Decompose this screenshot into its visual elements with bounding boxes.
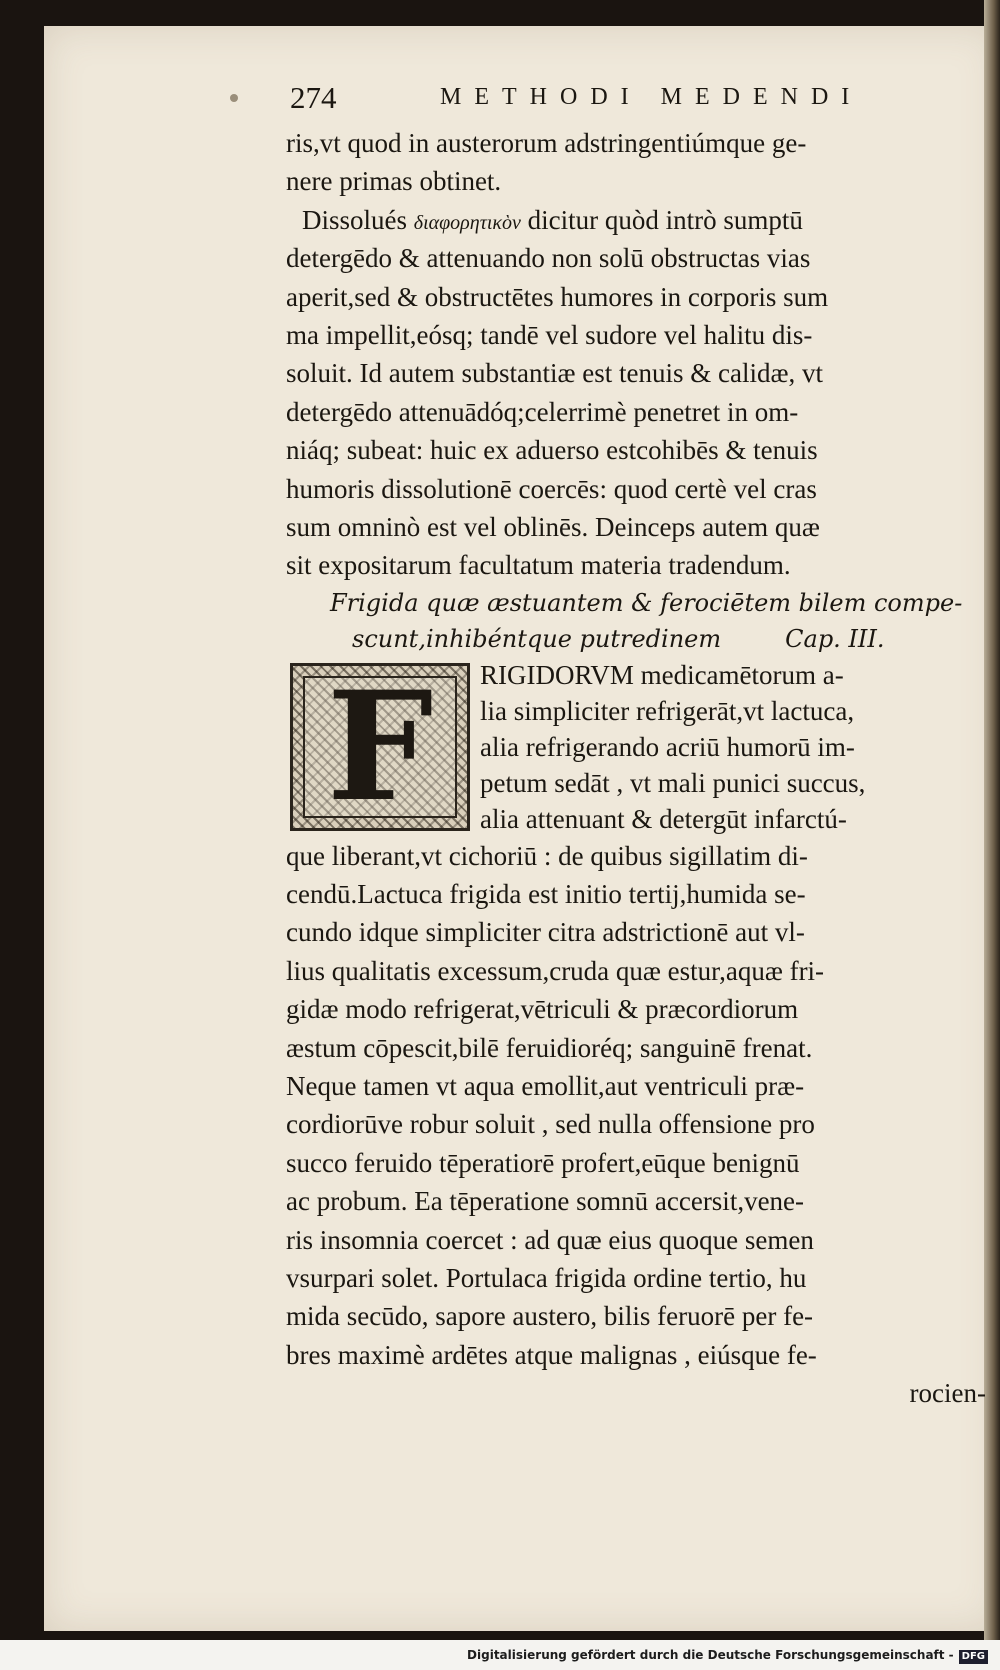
paragraph-first-line-end: dicitur quòd intrò sumptū xyxy=(527,204,803,235)
chapter-heading-line-2 xyxy=(286,621,986,657)
text-line: petum sedāt , vt mali punici succus, xyxy=(480,767,866,798)
initial-block xyxy=(286,657,986,837)
text-line: æstum cōpescit,bilē feruidioréq; sanguinē frenat. xyxy=(286,1032,813,1063)
text-line: niáq; subeat: huic ex aduerso estcohibēs & tenuis xyxy=(286,435,818,466)
chapter-number: Cap. III. xyxy=(785,624,885,653)
greek-term: διαφορητικὸν xyxy=(413,211,521,234)
text-line: ac probum. Ea tēperatione somnū accersit,vene- xyxy=(286,1186,805,1217)
text-line: sit expositarum facultatum materia tradendum. xyxy=(286,550,791,581)
paragraph-first-line xyxy=(286,201,986,239)
text-line: alia refrigerando acriū humorū im- xyxy=(480,731,855,762)
digitization-footer xyxy=(0,1648,988,1670)
text-line: humoris dissolutionē coercēs: quod certè vel cras xyxy=(286,473,817,504)
text-line: detergēdo attenuādóq;celerrimè penetret in om- xyxy=(286,396,799,427)
text-line: succo feruido tēperatiorē profert,eūque benignū xyxy=(286,1147,800,1178)
text-line: cundo idque simpliciter citra adstrictionē aut vl- xyxy=(286,917,805,948)
chapter-heading-text: scunt,inhibéntque putredinem xyxy=(352,624,722,653)
woodcut-initial xyxy=(290,658,470,835)
text-line: cordiorūve robur soluit , sed nulla offensione pro xyxy=(286,1109,815,1140)
text-line: sum omninò est vel oblinēs. Deinceps autem quæ xyxy=(286,511,820,542)
page-header xyxy=(290,80,980,124)
text-line: RIGIDORVM medicamētorum a- xyxy=(480,659,844,690)
text-line: lia simpliciter refrigerāt,vt lactuca, xyxy=(480,695,855,726)
text-beside-initial xyxy=(480,657,990,837)
text-line: detergēdo & attenuando non solū obstructas vias xyxy=(286,243,811,274)
text-line: nere primas obtinet. xyxy=(286,166,502,197)
text-line: vsurpari solet. Portulaca frigida ordine tertio, hu xyxy=(286,1262,807,1293)
catchword: rocien- xyxy=(909,1378,986,1409)
dfg-logo: DFG xyxy=(959,1650,988,1664)
text-line: ris insomnia coercet : ad quæ eius quoque semen xyxy=(286,1224,814,1255)
text-line: soluit. Id autem substantiæ est tenuis & calidæ, vt xyxy=(286,358,823,389)
text-line: alia attenuant & detergūt infarctú- xyxy=(480,803,847,834)
text-line: aperit,sed & obstructētes humores in corporis sum xyxy=(286,281,829,312)
text-line: ma impellit,eósq; tandē vel sudore vel halitu dis- xyxy=(286,319,813,350)
chapter-heading-line-1: Frigida quæ æstuantem & ferociētem bilem compe- xyxy=(330,588,963,617)
text-line: bres maximè ardētes atque malignas , eiúsque fe- xyxy=(286,1339,817,1370)
text-line: lius qualitatis excessum,cruda quæ estur,aquæ fri- xyxy=(286,955,825,986)
page-number: 274 xyxy=(290,80,337,115)
text-line: ris,vt quod in austerorum adstringentiúmque ge- xyxy=(286,128,807,158)
ink-mark xyxy=(230,94,238,102)
text-line: cendū.Lactuca frigida est initio tertij,humida se- xyxy=(286,879,806,910)
text-line: Neque tamen vt aqua emollit,aut ventriculi præ- xyxy=(286,1071,805,1102)
running-title: METHODI MEDENDI xyxy=(440,84,863,110)
text-line: gidæ modo refrigerat,vētriculi & præcordiorum xyxy=(286,994,799,1025)
text-line: mida secūdo, sapore austero, bilis feruorē per fe- xyxy=(286,1301,814,1332)
initial-letter: F xyxy=(326,658,434,835)
footer-text: Digitalisierung gefördert durch die Deutsche Forschungsgemeinschaft - xyxy=(467,1648,954,1662)
paragraph-start-word: Dissolués xyxy=(302,204,408,235)
page-text xyxy=(286,124,986,1413)
text-line: que liberant,vt cichoriū : de quibus sigillatim di- xyxy=(286,840,808,871)
